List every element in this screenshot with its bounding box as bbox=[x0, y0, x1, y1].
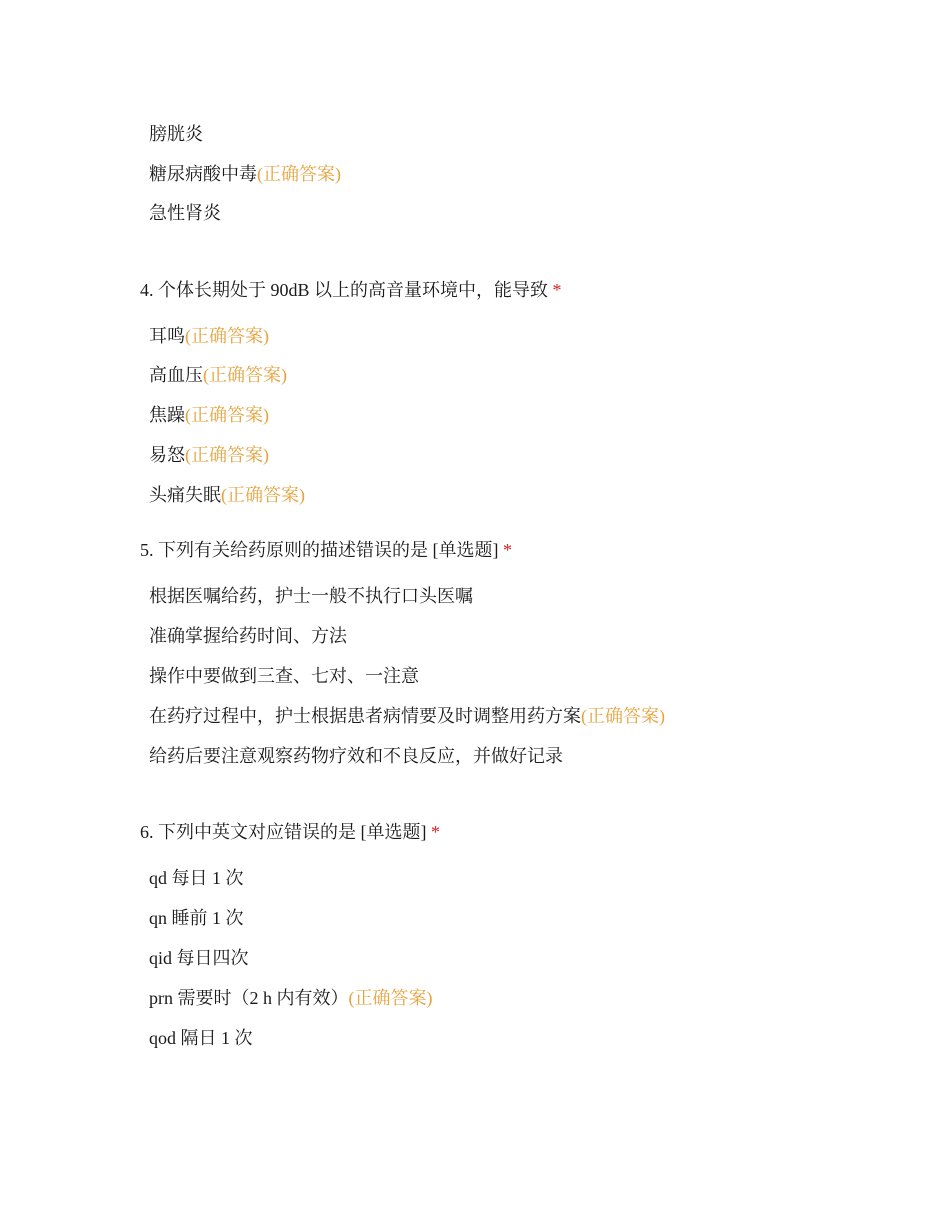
option-text: prn 需要时（2 h 内有效） bbox=[149, 988, 349, 1008]
question-4-title bbox=[140, 278, 562, 302]
q6-option-3 bbox=[149, 946, 249, 970]
option-text: 在药疗过程中，护士根据患者病情要及时调整用药方案 bbox=[149, 706, 581, 726]
q6-option-5 bbox=[149, 1026, 253, 1050]
option-text: 易怒 bbox=[149, 445, 185, 465]
q5-option-3 bbox=[149, 664, 419, 688]
q6-option-4 bbox=[149, 986, 433, 1010]
correct-answer-tag: (正确答案) bbox=[185, 445, 269, 465]
q4-option-2 bbox=[149, 363, 287, 387]
required-marker: * bbox=[503, 540, 512, 560]
correct-answer-tag: (正确答案) bbox=[257, 164, 341, 184]
question-6-title bbox=[140, 820, 440, 844]
option-text: 耳鸣 bbox=[149, 326, 185, 346]
option-text: qod 隔日 1 次 bbox=[149, 1028, 253, 1048]
correct-answer-tag: (正确答案) bbox=[581, 706, 665, 726]
q3-option-2 bbox=[149, 162, 341, 186]
option-text: 糖尿病酸中毒 bbox=[149, 164, 257, 184]
option-text: 焦躁 bbox=[149, 405, 185, 425]
q4-option-4 bbox=[149, 443, 269, 467]
q4-option-3 bbox=[149, 403, 269, 427]
option-text: qn 睡前 1 次 bbox=[149, 908, 244, 928]
q5-option-2 bbox=[149, 624, 347, 648]
option-text: 准确掌握给药时间、方法 bbox=[149, 626, 347, 646]
q4-option-1 bbox=[149, 324, 269, 348]
q3-option-1 bbox=[149, 122, 203, 146]
option-text: 根据医嘱给药，护士一般不执行口头医嘱 bbox=[149, 586, 473, 606]
q5-option-4 bbox=[149, 704, 665, 728]
q3-option-3 bbox=[149, 201, 221, 225]
option-text: 高血压 bbox=[149, 365, 203, 385]
question-text: 5. 下列有关给药原则的描述错误的是 [单选题] bbox=[140, 540, 499, 560]
q5-option-5 bbox=[149, 744, 563, 768]
required-marker: * bbox=[431, 822, 440, 842]
correct-answer-tag: (正确答案) bbox=[185, 326, 269, 346]
option-text: 给药后要注意观察药物疗效和不良反应，并做好记录 bbox=[149, 746, 563, 766]
question-5-title bbox=[140, 538, 512, 562]
question-text: 6. 下列中英文对应错误的是 [单选题] bbox=[140, 822, 427, 842]
correct-answer-tag: (正确答案) bbox=[348, 988, 433, 1008]
option-text: qid 每日四次 bbox=[149, 948, 249, 968]
q6-option-2 bbox=[149, 906, 244, 930]
option-text: 膀胱炎 bbox=[149, 124, 203, 144]
option-text: 头痛失眠 bbox=[149, 485, 221, 505]
q6-option-1 bbox=[149, 866, 244, 890]
option-text: 操作中要做到三查、七对、一注意 bbox=[149, 666, 419, 686]
correct-answer-tag: (正确答案) bbox=[185, 405, 269, 425]
option-text: qd 每日 1 次 bbox=[149, 868, 244, 888]
q4-option-5 bbox=[149, 483, 305, 507]
correct-answer-tag: (正确答案) bbox=[221, 485, 305, 505]
option-text: 急性肾炎 bbox=[149, 203, 221, 223]
q5-option-1 bbox=[149, 584, 473, 608]
correct-answer-tag: (正确答案) bbox=[203, 365, 287, 385]
required-marker: * bbox=[552, 280, 562, 300]
question-text: 4. 个体长期处于 90dB 以上的高音量环境中，能导致 bbox=[140, 280, 549, 300]
